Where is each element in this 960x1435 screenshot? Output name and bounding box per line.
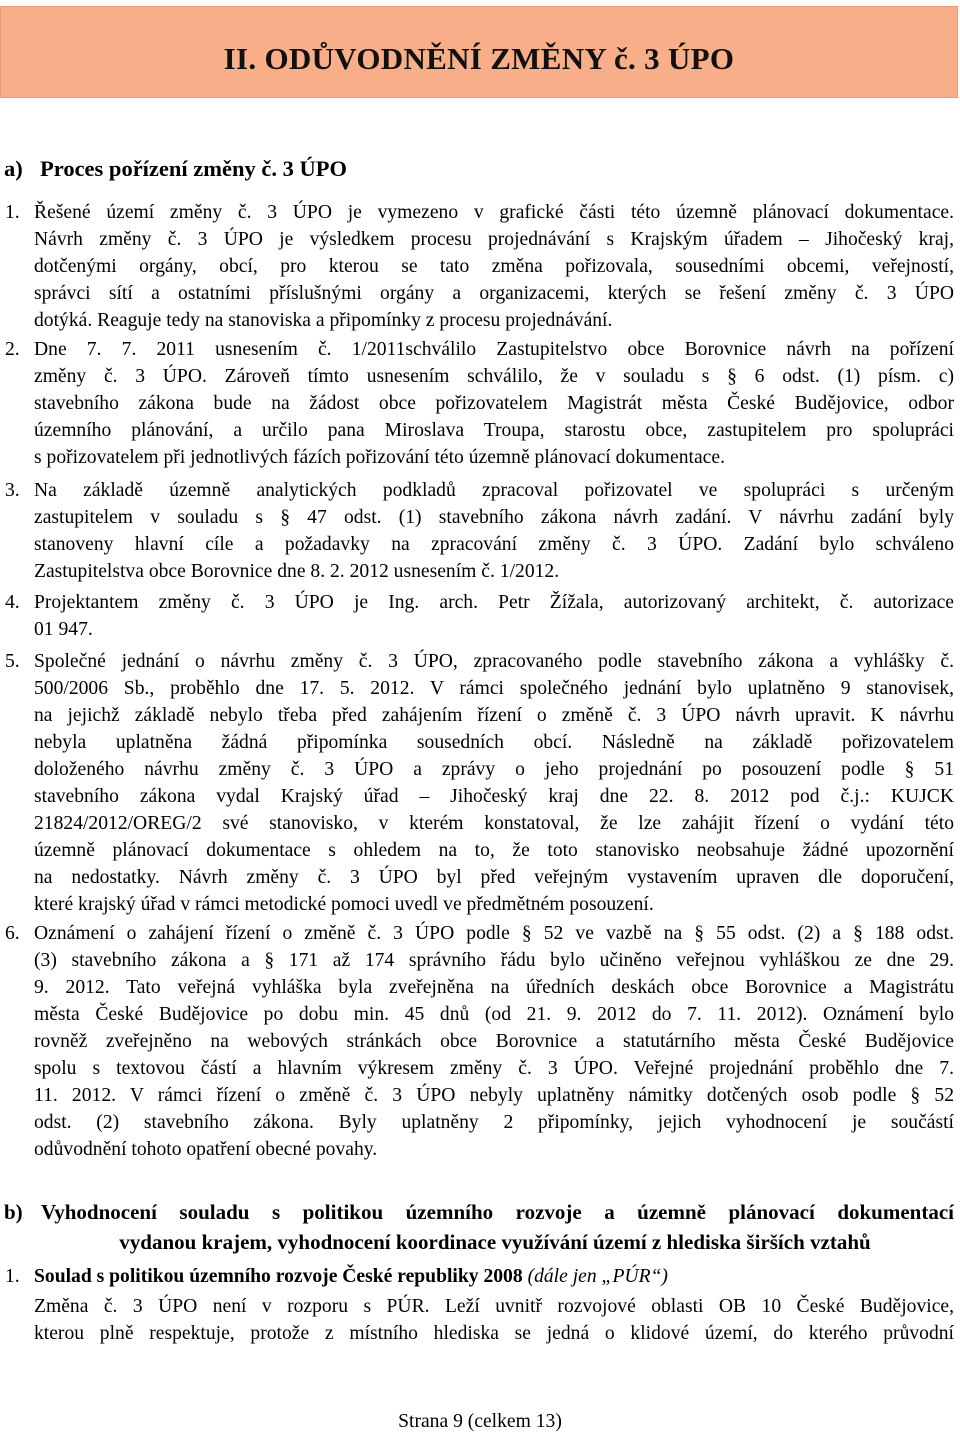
paragraph-number: 6. <box>5 923 20 944</box>
paragraph-line: zastupitelem v souladu s § 47 odst. (1) stavebního zákona návrh zadání. V návrhu zadání byly <box>34 507 954 528</box>
paragraph-line: Společné jednání o návrhu změny č. 3 ÚPO, zpracovaného podle stavebního zákona a vyhlášky č. <box>34 651 954 672</box>
paragraph-line: doloženého návrhu změny č. 3 ÚPO a zprávy o jeho projednání po posouzení podle § 51 <box>34 759 954 780</box>
subsection-title-note: (dále jen „PÚR“) <box>527 1266 668 1287</box>
paragraph-line: na jejichž základě nebylo třeba před zahájením řízení o změně č. 3 ÚPO návrh upravit. K návrhu <box>34 705 954 726</box>
paragraph-line: dotčenými orgány, obcí, pro kterou se tato změna pořizovala, sousedními obcemi, veřejností, <box>34 256 954 277</box>
paragraph-line: Řešené území změny č. 3 ÚPO je vymezeno v grafické části této územně plánovací dokumentace. <box>34 202 954 223</box>
paragraph-line: nebyla uplatněna žádná připomínka sousedních obcí. Následně na základě pořizovatelem <box>34 732 954 753</box>
section-title: II. ODŮVODNĚNÍ ZMĚNY č. 3 ÚPO <box>223 41 735 76</box>
paragraph-number: 4. <box>5 592 20 613</box>
section-a-heading <box>4 156 347 182</box>
subsection-number: 1. <box>5 1266 20 1287</box>
section-banner <box>0 6 958 98</box>
section-a-label: a) <box>4 156 23 181</box>
paragraph-line: odůvodnění tohoto opatření obecné povahy. <box>34 1139 378 1160</box>
page-number: Strana 9 (celkem 13) <box>398 1411 562 1432</box>
subsection-title-text: Soulad s politikou územního rozvoje České republiky 2008 <box>34 1266 523 1287</box>
paragraph-line: 01 947. <box>34 619 93 640</box>
paragraph-line: územně plánovací dokumentace s ohledem na to, že toto stanovisko neobsahuje žádné upozornění <box>34 840 954 861</box>
paragraph-number: 5. <box>5 651 20 672</box>
paragraph-line: dotýká. Reaguje tedy na stanoviska a připomínky z procesu projednávání. <box>34 310 613 331</box>
paragraph-line: rovněž zveřejněno na webových stránkách obce Borovnice a statutárního města České Budějovice <box>34 1031 954 1052</box>
paragraph-line: Dne 7. 7. 2011 usnesením č. 1/2011schválilo Zastupitelstvo obce Borovnice návrh na pořízení <box>34 339 954 360</box>
paragraph-line: které krajský úřad v rámci metodické pomoci uvedl ve předmětném posouzení. <box>34 894 654 915</box>
paragraph-line: 500/2006 Sb., proběhlo dne 17. 5. 2012. V rámci společného jednání bylo uplatněno 9 stanovisek, <box>34 678 954 699</box>
paragraph-line: města České Budějovice po dobu min. 45 dnů (od 21. 9. 2012 do 7. 11. 2012). Oznámení bylo <box>34 1004 954 1025</box>
paragraph-line: Projektantem změny č. 3 ÚPO je Ing. arch. Petr Žížala, autorizovaný architekt, č. autorizace <box>34 592 954 613</box>
paragraph-number: 1. <box>5 202 20 223</box>
paragraph-line: na nedostatky. Návrh změny č. 3 ÚPO byl před veřejným vystavením upraven dle doporučení, <box>34 867 954 888</box>
paragraph-line: 9. 2012. Tato veřejná vyhláška byla zveřejněna na úředních deskách obce Borovnice a Magistrátu <box>34 977 954 998</box>
paragraph-line: stavebního zákona bude na žádost obce pořizovatelem Magistrát města České Budějovice, odbor <box>34 393 954 414</box>
paragraph-line: Oznámení o zahájení řízení o změně č. 3 ÚPO podle § 52 ve vazbě na § 55 odst. (2) a § 188 odst. <box>34 923 954 944</box>
paragraph-line: spolu s textovou částí a hlavním výkresem změny č. 3 ÚPO. Veřejné projednání proběhlo dne 7. <box>34 1058 954 1079</box>
paragraph-line: správci sítí a ostatními příslušnými orgány a organizacemi, kterých se řešení změny č. 3 ÚPO <box>34 283 954 304</box>
paragraph-number: 3. <box>5 480 20 501</box>
paragraph-line: odst. (2) stavebního zákona. Byly uplatněny 2 připomínky, jejich vyhodnocení je součástí <box>34 1112 954 1133</box>
section-b-label: b) <box>4 1200 23 1224</box>
subsection-title <box>34 1263 668 1290</box>
section-a-title: Proces pořízení změny č. 3 ÚPO <box>40 156 348 181</box>
paragraph-line: změny č. 3 ÚPO. Zároveň tímto usnesením schválilo, že v souladu s § 6 odst. (1) písm. c) <box>34 366 954 387</box>
section-b-title-line: vydanou krajem, vyhodnocení koordinace využívání území z hlediska širších vztahů <box>119 1230 871 1254</box>
paragraph-line: Návrh změny č. 3 ÚPO je výsledkem procesu projednávání s Krajským úřadem – Jihočeský kraj, <box>34 229 954 250</box>
paragraph-line: s pořizovatelem při jednotlivých fázích pořizování této územně plánovací dokumentace. <box>34 447 725 468</box>
paragraph-line: Změna č. 3 ÚPO není v rozporu s PÚR. Leží uvnitř rozvojové oblasti OB 10 České Budějovice, <box>34 1296 954 1317</box>
paragraph-number: 2. <box>5 339 20 360</box>
paragraph-line: stanoveny hlavní cíle a požadavky na zpracování změny č. 3 ÚPO. Zadání bylo schváleno <box>34 534 954 555</box>
paragraph-line: Na základě územně analytických podkladů zpracoval pořizovatel ve spolupráci s určeným <box>34 480 954 501</box>
paragraph-line: 11. 2012. V rámci řízení o změně č. 3 ÚPO nebyly uplatněny námitky dotčených osob podle § 52 <box>34 1085 954 1106</box>
paragraph-line: územního plánování, a určilo pana Miroslava Troupa, starostu obce, zastupitelem pro spolupráci <box>34 420 954 441</box>
paragraph-line: stavebního zákona vydal Krajský úřad – Jihočeský kraj dne 22. 8. 2012 pod č.j.: KUJCK <box>34 786 954 807</box>
paragraph-line: (3) stavebního zákona a § 171 až 174 správního řádu bylo učiněno veřejnou vyhláškou ze dne 29. <box>34 950 954 971</box>
paragraph-line: kterou plně respektuje, protože z místního hlediska se jedná o klidové území, do kterého průvodní <box>34 1323 954 1344</box>
section-b-title-line: Vyhodnocení souladu s politikou územního rozvoje a územně plánovací dokumentací <box>41 1200 954 1224</box>
paragraph-line: Zastupitelstva obce Borovnice dne 8. 2. 2012 usnesením č. 1/2012. <box>34 561 560 582</box>
paragraph-line: 21824/2012/OREG/2 své stanovisko, v kterém konstatoval, že lze zahájit řízení o vydání této <box>34 813 954 834</box>
